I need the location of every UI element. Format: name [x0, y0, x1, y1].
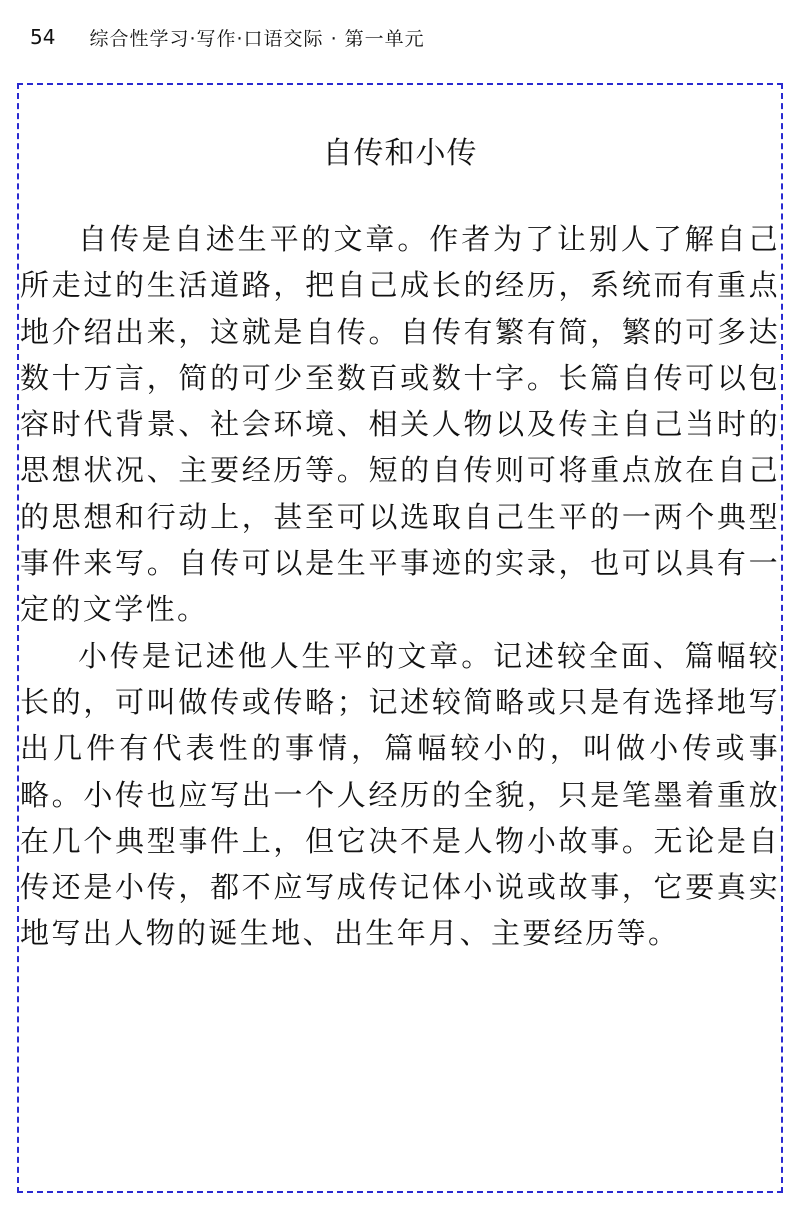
page-number: 54 — [30, 25, 56, 49]
paragraph-autobiography: 自传是自述生平的文章。作者为了让别人了解自己所走过的生活道路，把自己成长的经历，系统而有重点地介绍出来，这就是自传。自传有繁有简，繁的可多达数十万言，简的可少至数百或数十字。长篇自传可以包容时代背景、社会环境、相关人物以及传主自己当时的思想状况、主要经历等。短的自传则可将重点放在自己的思想和行动上，甚至可以选取自己生平的一两个典型事件来写。自传可以是生平事迹的实录，也可以具有一定的文学性。 — [20, 222, 780, 627]
article-body — [20, 216, 780, 957]
running-title: 综合性学习·写作·口语交际 · 第一单元 — [89, 27, 425, 50]
paragraph-short-biography: 小传是记述他人生平的文章。记述较全面、篇幅较长的，可叫做传或传略；记述较简略或只是有选择地写出几件有代表性的事情，篇幅较小的，叫做小传或事略。小传也应写出一个人经历的全貌，只是笔墨着重放在几个典型事件上，但它决不是人物小故事。无论是自传还是小传，都不应写成传记体小说或故事，它要真实地写出人物的诞生地、出生年月、主要经历等。 — [20, 638, 780, 951]
page-header — [30, 22, 425, 52]
article-title: 自传和小传 — [322, 136, 478, 171]
